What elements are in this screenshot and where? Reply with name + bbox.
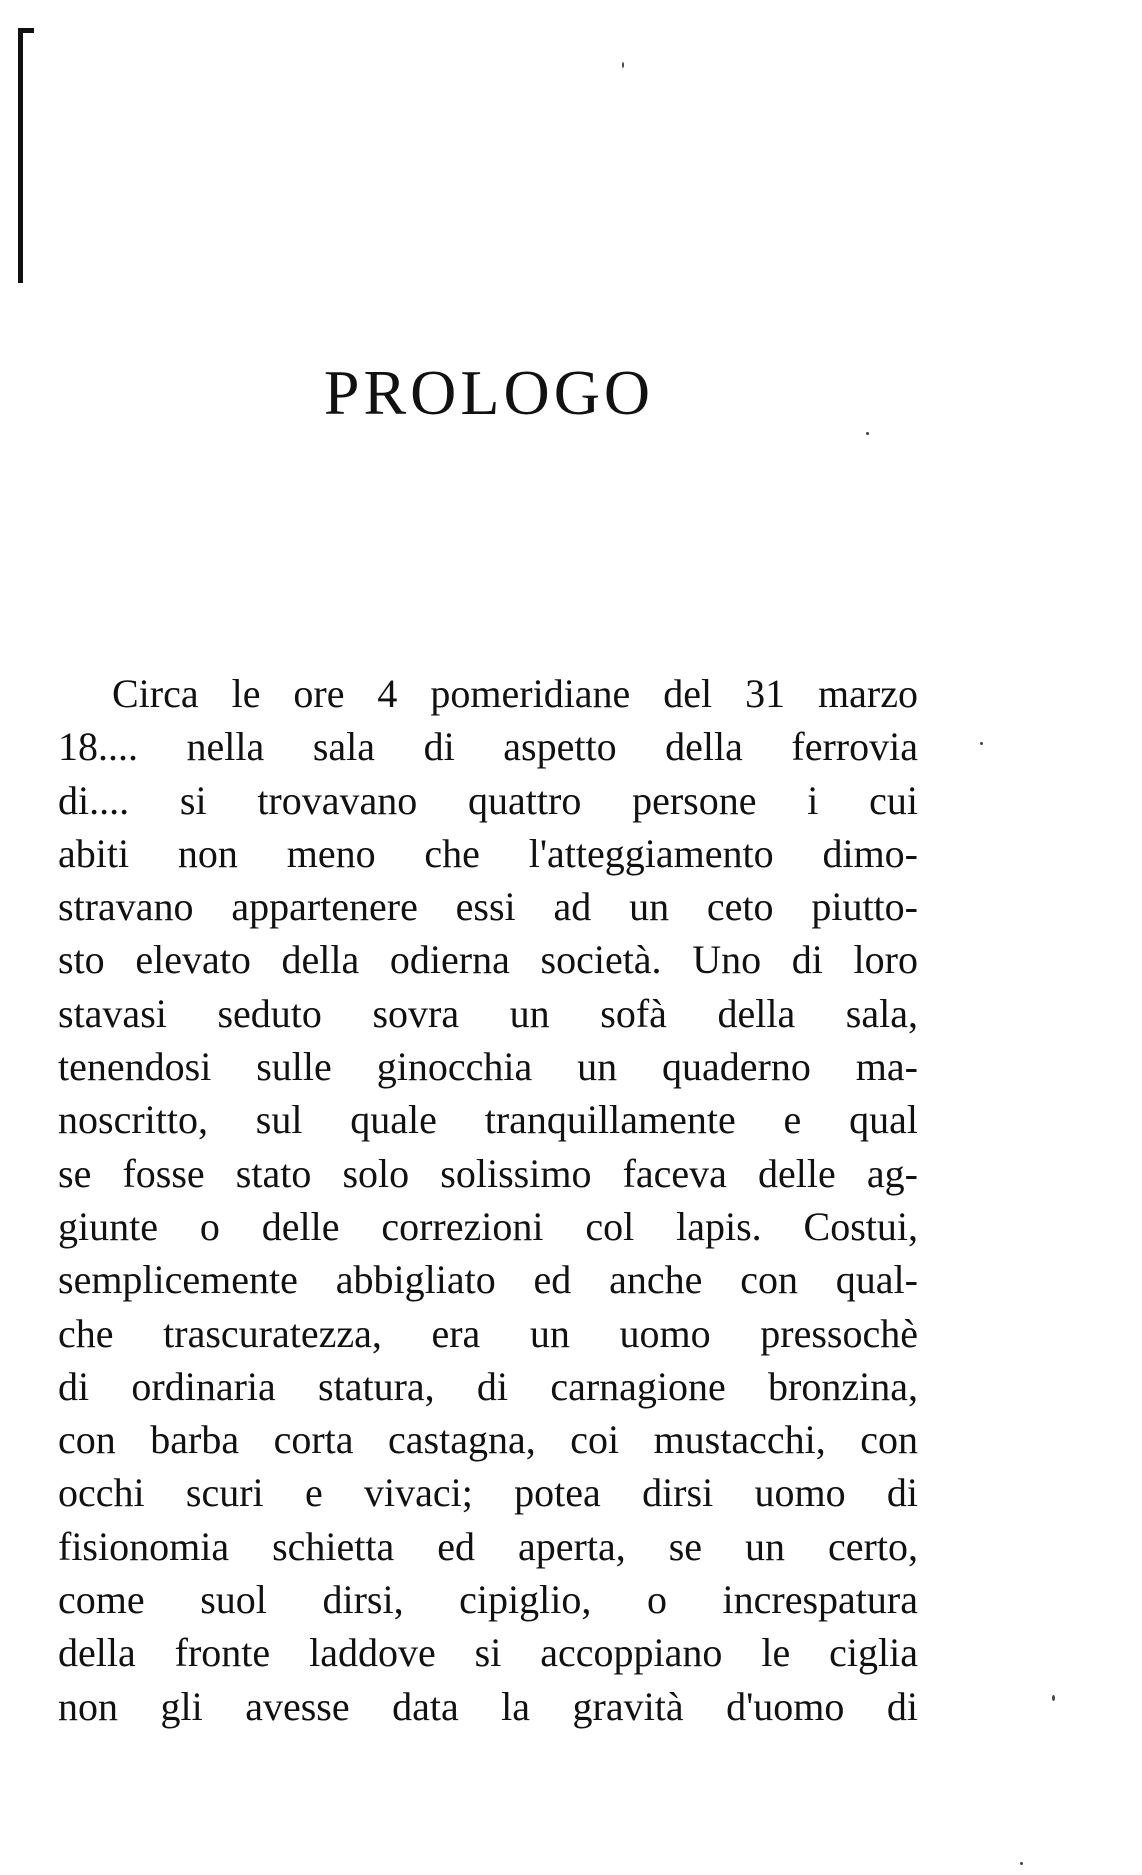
paragraph-line: noscritto, sul quale tranquillamente e qual: [58, 1097, 918, 1143]
paragraph-line: non gli avesse data la gravità d'uomo di: [58, 1683, 918, 1729]
page-binding-mark-top: [18, 28, 34, 33]
paragraph-line: tenendosi sulle ginocchia un quaderno ma-: [58, 1044, 918, 1090]
paragraph-line: che trascuratezza, era un uomo pressochè: [58, 1310, 918, 1356]
paragraph-line: della fronte laddove si accoppiano le ciglia: [58, 1630, 918, 1676]
paragraph-line: stavasi seduto sovra un sofà della sala,: [58, 990, 918, 1036]
paragraph-line: occhi scuri e vivaci; potea dirsi uomo di: [58, 1470, 918, 1516]
paragraph-line: sto elevato della odierna società. Uno di loro: [58, 937, 918, 983]
paragraph-line: di ordinaria statura, di carnagione bronzina,: [58, 1363, 918, 1409]
paragraph-line: Circa le ore 4 pomeridiane del 31 marzo: [112, 671, 918, 716]
paragraph-line: 18.... nella sala di aspetto della ferrovia: [58, 724, 918, 770]
chapter-title: PROLOGO: [323, 356, 655, 428]
paragraph-line: semplicemente abbigliato ed anche con qual-: [58, 1257, 918, 1303]
paragraph-line: giunte o delle correzioni col lapis. Costui,: [58, 1203, 918, 1249]
paragraph-line: fisionomia schietta ed aperta, se un certo,: [58, 1523, 918, 1569]
paper-speck: [1020, 1862, 1023, 1865]
paragraph-line: di.... si trovavano quattro persone i cui: [58, 777, 918, 823]
paragraph-line: stravano appartenere essi ad un ceto piutto-: [58, 884, 918, 930]
paragraph-line: se fosse stato solo solissimo faceva delle ag-: [58, 1150, 918, 1196]
paragraph-line: con barba corta castagna, coi mustacchi, con: [58, 1417, 918, 1463]
body-paragraph: [58, 667, 918, 1733]
page-binding-mark: [18, 28, 23, 283]
paper-speck: [1052, 1695, 1055, 1701]
paper-speck: [622, 62, 624, 68]
paragraph-line: come suol dirsi, cipiglio, o increspatura: [58, 1577, 918, 1623]
paragraph-line: abiti non meno che l'atteggiamento dimo-: [58, 830, 918, 876]
paper-speck: [866, 432, 869, 435]
paper-speck: [980, 742, 983, 745]
